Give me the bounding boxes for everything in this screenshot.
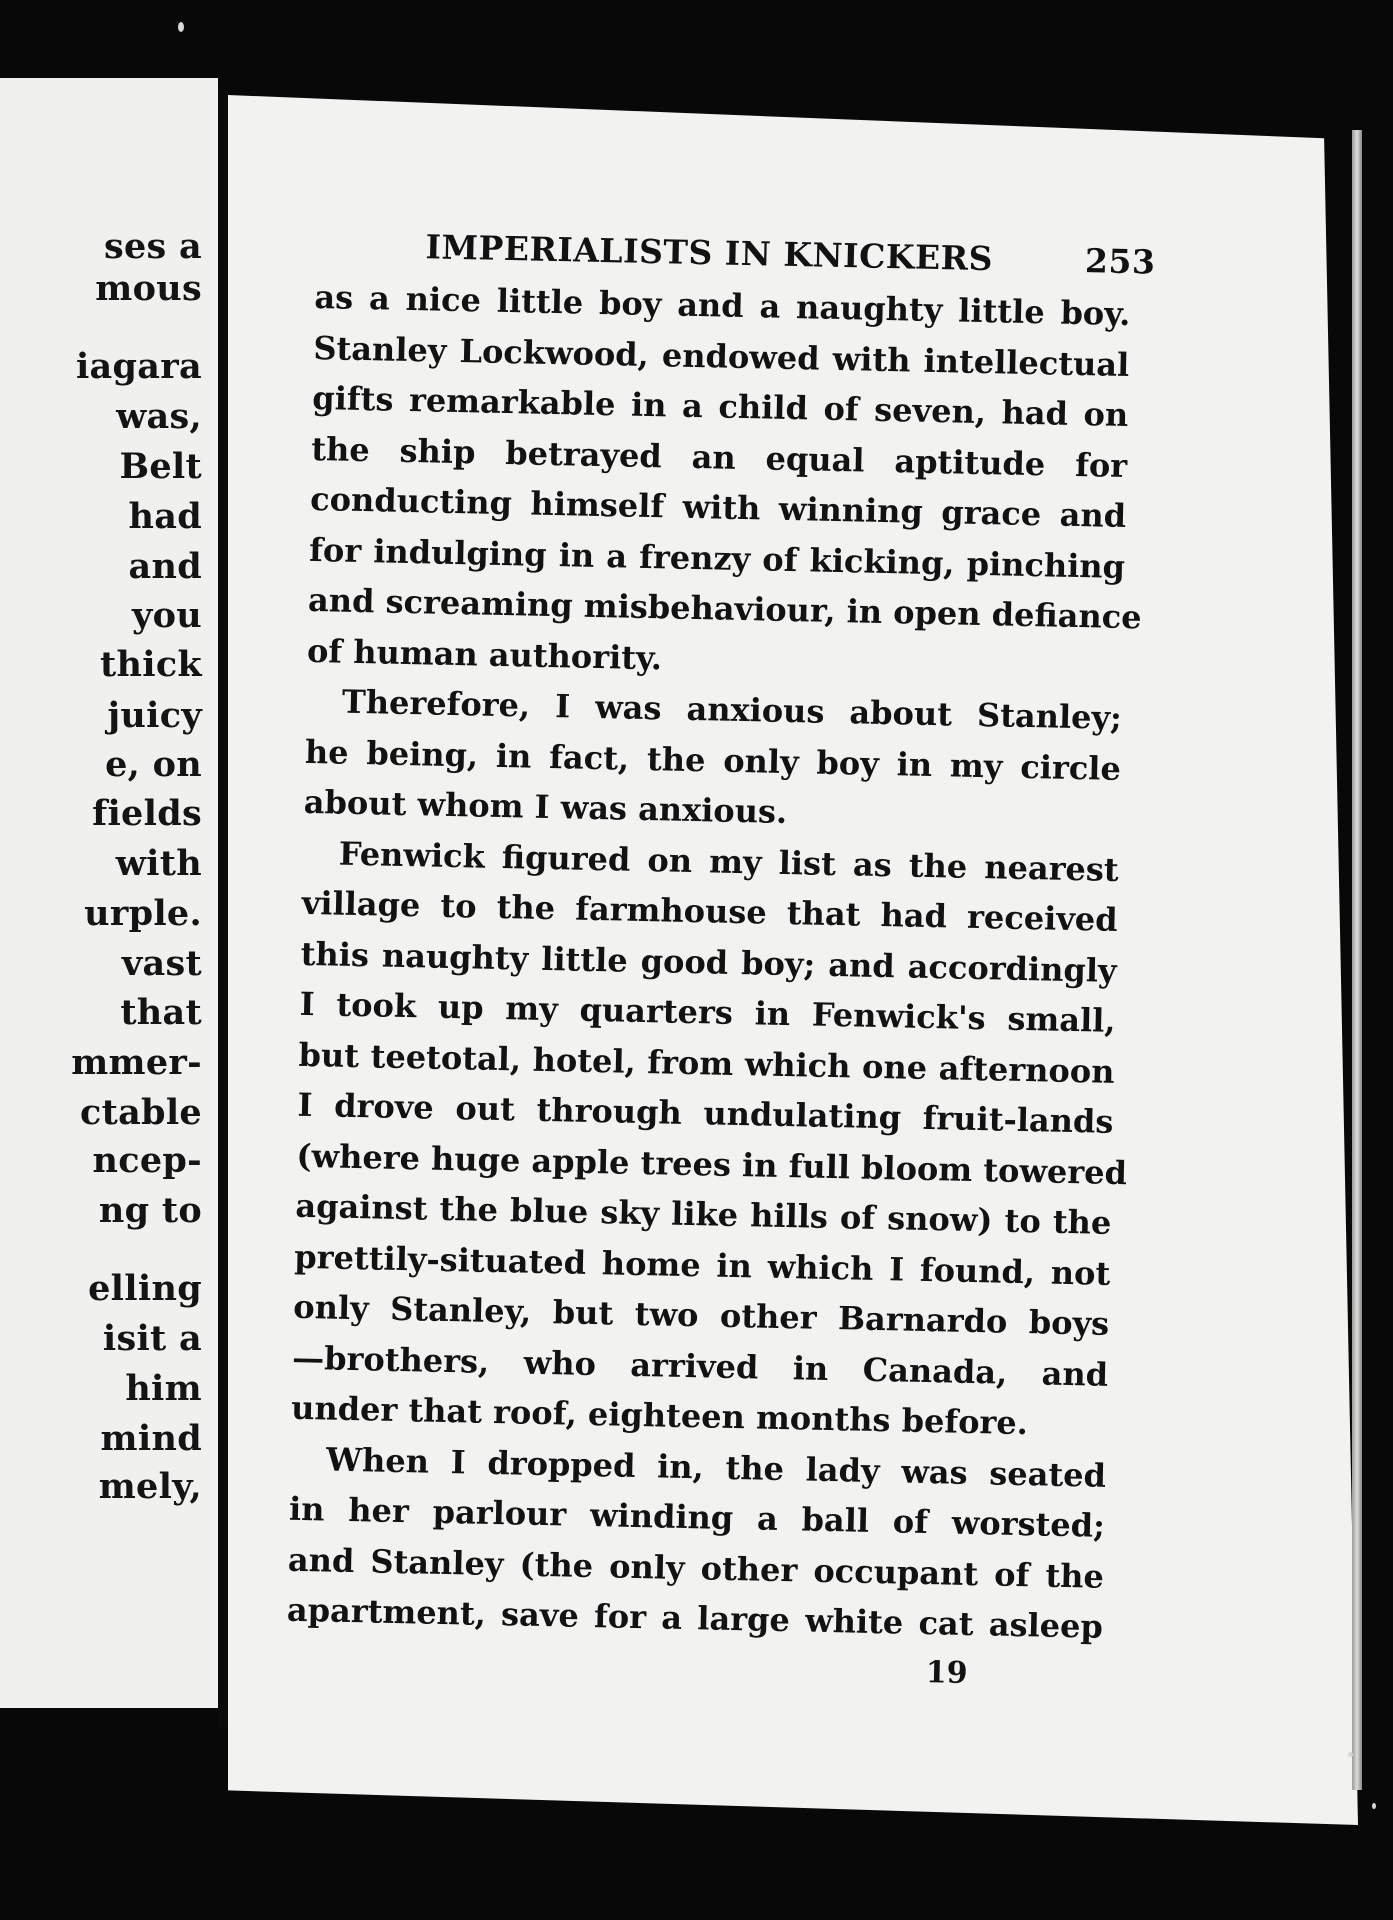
left-page-line: iagara bbox=[75, 346, 202, 387]
text-line: for indulging in a frenzy of kicking, pinching bbox=[308, 530, 1126, 586]
left-page-line: him bbox=[125, 1368, 202, 1409]
text-line: When I dropped in, the lady was seated bbox=[325, 1439, 1107, 1495]
text-line: in her parlour winding a ball of worsted; bbox=[288, 1489, 1106, 1545]
left-page-line: mely, bbox=[98, 1466, 202, 1507]
page-number: 253 bbox=[1084, 241, 1156, 282]
left-page-line: ses a bbox=[103, 226, 202, 267]
left-page-fragment bbox=[0, 78, 218, 1708]
left-page-line: mind bbox=[100, 1418, 202, 1459]
left-page-line: Belt bbox=[119, 446, 202, 487]
text-line: Therefore, I was anxious about Stanley; bbox=[341, 682, 1123, 737]
left-page-line: with bbox=[115, 843, 202, 884]
text-line: village to the farmhouse that had received bbox=[301, 883, 1119, 939]
text-line: of human authority. bbox=[306, 631, 663, 677]
left-page-line: vast bbox=[121, 943, 202, 984]
text-line: and Stanley (the only other occupant of the bbox=[287, 1540, 1105, 1596]
text-line: Fenwick figured on my list as the nearest bbox=[338, 834, 1120, 889]
text-line: but teetotal, hotel, from which one afternoon bbox=[298, 1035, 1115, 1091]
text-line: gifts remarkable in a child of seven, had on bbox=[311, 378, 1129, 435]
dust-speck bbox=[1372, 1803, 1376, 1809]
left-page-line: urple. bbox=[84, 893, 202, 934]
body-text bbox=[286, 272, 1154, 1653]
text-line: prettily-situated home in which I found, not bbox=[294, 1237, 1111, 1293]
text-line: and screaming misbehaviour, in open defiance bbox=[307, 580, 1142, 637]
text-line: conducting himself with winning grace and bbox=[309, 479, 1127, 536]
text-line: I drove out through undulating fruit-lands bbox=[297, 1085, 1114, 1141]
left-page-line: had bbox=[128, 496, 202, 537]
dust-speck bbox=[1348, 1752, 1353, 1757]
text-line: (where huge apple trees in full bloom towered bbox=[296, 1136, 1128, 1192]
signature-mark: 19 bbox=[925, 1654, 968, 1691]
left-page-line: fields bbox=[92, 793, 202, 834]
running-head-title: IMPERIALISTS IN KNICKERS bbox=[425, 227, 994, 279]
text-line: only Stanley, but two other Barnardo boys bbox=[292, 1287, 1110, 1343]
text-line: apartment, save for a large white cat asleep bbox=[286, 1590, 1104, 1646]
left-page-line: juicy bbox=[107, 695, 202, 736]
right-page-text bbox=[286, 225, 1156, 1694]
left-page-line: thick bbox=[100, 644, 202, 685]
left-page-line: mous bbox=[95, 268, 202, 309]
left-page-line: and bbox=[128, 546, 202, 587]
left-page-line: ncep- bbox=[92, 1140, 202, 1181]
left-page-line: isit a bbox=[102, 1318, 202, 1359]
text-line: this naughty little good boy; and accordingly bbox=[300, 934, 1117, 990]
text-line: about whom I was anxious. bbox=[303, 782, 788, 831]
text-line: I took up my quarters in Fenwick's small, bbox=[299, 984, 1116, 1040]
left-page-line: e, on bbox=[105, 744, 202, 785]
left-page-line: ctable bbox=[80, 1092, 202, 1133]
left-page-line: you bbox=[131, 595, 202, 636]
text-line: Stanley Lockwood, endowed with intellectual bbox=[313, 328, 1130, 384]
text-line: against the blue sky like hills of snow) to the bbox=[295, 1186, 1112, 1242]
text-line: the ship betrayed an equal aptitude for bbox=[310, 429, 1128, 485]
left-page-line: ng to bbox=[98, 1190, 202, 1231]
left-page-line: was, bbox=[116, 396, 202, 437]
text-line: he being, in fact, the only boy in my circle bbox=[304, 732, 1122, 788]
left-page-line: that bbox=[120, 992, 202, 1033]
text-line: under that roof, eighteen months before. bbox=[290, 1388, 1029, 1443]
left-page-line: elling bbox=[88, 1268, 202, 1309]
page-edge bbox=[1352, 130, 1362, 1790]
left-page-line: mmer- bbox=[71, 1042, 202, 1083]
dust-speck bbox=[178, 22, 184, 32]
text-line: —brothers, who arrived in Canada, and bbox=[291, 1338, 1109, 1394]
text-line: as a nice little boy and a naughty little boy. bbox=[314, 277, 1131, 334]
